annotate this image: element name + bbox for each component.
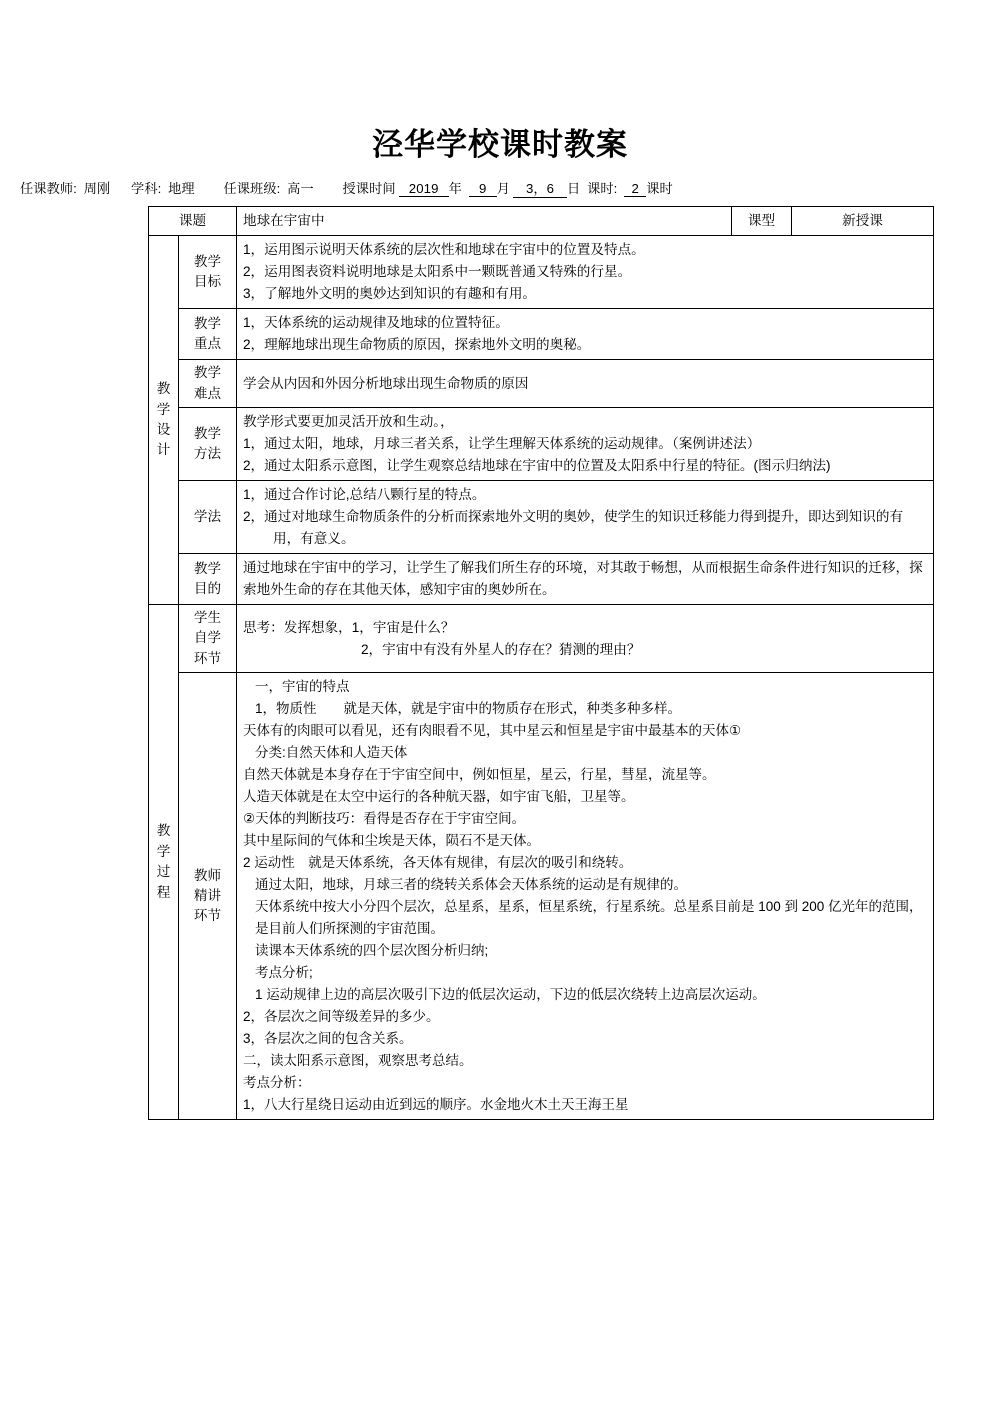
table-row-difficulties	[149, 360, 934, 408]
topic-label: 课题	[149, 207, 237, 236]
table-row-teacher-lecture	[149, 673, 934, 1120]
lecture-line-19: 1，八大行星绕日运动由近到远的顺序。水金地火木土天王海王星	[243, 1097, 629, 1113]
methods-line-2: 2，通过太阳系示意图，让学生观察总结地球在宇宙中的位置及太阳系中行星的特征。(图示归纳法)	[243, 458, 831, 473]
learning-methods-line-1: 1，通过合作讨论,总结八颗行星的特点。	[243, 487, 486, 503]
subject-label: 学科:	[131, 181, 162, 197]
self-study-line-2: 2，宇宙中有没有外星人的存在？猜测的理由？	[361, 641, 641, 657]
methods-line-0: 教学形式要更加灵活开放和生动。，	[243, 413, 454, 429]
key-points-line-1: 1，天体系统的运动规律及地球的位置特征。	[243, 315, 509, 331]
class-value: 高一	[287, 181, 314, 197]
lecture-line-3: 天体有的肉眼可以看见，还有肉眼看不见，其中星云和恒星是宇宙中最基本的天体①	[243, 723, 742, 739]
lecture-line-18: 考点分析：	[243, 1075, 311, 1091]
lecture-line-5: 自然天体就是本身存在于宇宙空间中，例如恒星，星云，行星，彗星，流星等。	[243, 767, 716, 783]
section-label-design: 教 学 设 计	[149, 236, 179, 605]
row-content-purpose	[237, 554, 934, 605]
lecture-line-11: 天体系统中按大小分四个层次，总星系，星系，恒星系统，行星系统。总星系目前是 100 到 200 亿光年的范围，是目前人们所探测的宇宙范围。	[255, 899, 923, 937]
self-study-line-1: 思考：发挥想象，1，宇宙是什么？	[243, 619, 455, 635]
periods-unit: 课时	[646, 181, 673, 197]
periods-label: 课时:	[587, 181, 618, 197]
class-label: 任课班级:	[223, 181, 281, 197]
row-label-key-points: 教学 重点	[179, 309, 237, 360]
row-label-methods: 教学 方法	[179, 407, 237, 480]
lecture-line-1: 一，宇宙的特点	[255, 679, 350, 695]
section-label-process: 教 学 过 程	[149, 605, 179, 1120]
lecture-line-2: 1，物质性 就是天体，就是宇宙中的物质存在形式，种类多种多样。	[255, 701, 682, 717]
lecture-line-4: 分类:自然天体和人造天体	[255, 745, 408, 761]
periods-field[interactable]: 2	[624, 181, 646, 197]
row-label-objectives: 教学 目标	[179, 236, 237, 309]
date-year-field[interactable]: 2019	[399, 181, 449, 197]
row-label-difficulties: 教学 难点	[179, 360, 237, 408]
lecture-line-15: 2，各层次之间等级差异的多少。	[243, 1009, 440, 1025]
table-row-learning-methods	[149, 481, 934, 554]
objectives-line-1: 1，运用图示说明天体系统的层次性和地球在宇宙中的位置及特点。	[243, 242, 645, 258]
lesson-plan-table	[148, 206, 934, 1120]
course-type-value[interactable]: 新授课	[792, 207, 934, 236]
lecture-line-12: 读课本天体系统的四个层次图分析归纳;	[255, 943, 489, 959]
objectives-line-2: 2，运用图表资料说明地球是太阳系中一颗既普通又特殊的行星。	[243, 264, 632, 280]
meta-header-line	[0, 162, 1000, 206]
row-content-self-study	[237, 605, 934, 673]
lecture-line-13: 考点分析;	[255, 965, 313, 981]
page-title: 泾华学校课时教案	[372, 127, 628, 162]
table-row-self-study	[149, 605, 934, 673]
lecture-line-9: 2 运动性 就是天体系统，各天体有规律，有层次的吸引和绕转。	[243, 855, 633, 871]
table-row-methods	[149, 407, 934, 480]
date-day-field[interactable]: 3，6	[513, 178, 567, 198]
purpose-line-1: 通过地球在宇宙中的学习，让学生了解我们所生存的环境，对其敢于畅想，从而根据生命条件进行知识的迁移，探索地外生命的存在其他天体，感知宇宙的奥妙所在。	[243, 560, 923, 598]
lecture-line-6: 人造天体就是在太空中运行的各种航天器，如宇宙飞船，卫星等。	[243, 789, 635, 805]
row-content-learning-methods	[237, 481, 934, 554]
row-label-teacher-lecture: 教师 精讲 环节	[179, 673, 237, 1120]
date-month-field[interactable]: 9	[469, 181, 497, 197]
date-label: 授课时间	[342, 181, 396, 197]
table-row-objectives	[149, 236, 934, 309]
row-label-self-study: 学生 自学 环节	[179, 605, 237, 673]
row-content-methods	[237, 407, 934, 480]
lecture-line-7: ②天体的判断技巧：看得是否存在于宇宙空间。	[243, 811, 526, 827]
key-points-line-2: 2，理解地球出现生命物质的原因，探索地外文明的奥秘。	[243, 337, 591, 353]
difficulties-line-1: 学会从内因和外因分析地球出现生命物质的原因	[243, 375, 529, 391]
methods-line-1: 1，通过太阳，地球，月球三者关系，让学生理解天体系统的运动规律。（案例讲述法）	[243, 435, 761, 451]
row-content-teacher-lecture	[237, 673, 934, 1120]
lecture-line-8: 其中星际间的气体和尘埃是天体，陨石不是天体。	[243, 833, 540, 849]
topic-value[interactable]: 地球在宇宙中	[237, 207, 732, 236]
row-content-difficulties	[237, 360, 934, 408]
table-row-topic	[149, 207, 934, 236]
date-year-unit: 年	[448, 181, 462, 197]
teacher-label: 任课教师:	[20, 181, 77, 197]
learning-methods-line-2: 2，通过对地球生命物质条件的分析而探索地外文明的奥妙，使学生的知识迁移能力得到提升，即达到知识的有用，有意义。	[243, 509, 904, 547]
lecture-line-14: 1 运动规律上边的高层次吸引下边的低层次运动，下边的低层次绕转上边高层次运动。	[255, 987, 766, 1003]
teacher-name: 周刚	[83, 181, 111, 197]
row-content-key-points	[237, 309, 934, 360]
table-row-key-points	[149, 309, 934, 360]
course-type-label: 课型	[732, 207, 792, 236]
date-day-unit: 日	[567, 181, 581, 197]
lecture-line-17: 二，读太阳系示意图，观察思考总结。	[243, 1053, 473, 1069]
table-row-purpose	[149, 554, 934, 605]
row-label-learning-methods: 学法	[179, 481, 237, 554]
subject-value: 地理	[168, 181, 195, 197]
date-month-unit: 月	[496, 181, 511, 197]
row-content-objectives	[237, 236, 934, 309]
objectives-line-3: 3，了解地外文明的奥妙达到知识的有趣和有用。	[243, 286, 537, 302]
lecture-line-10: 通过太阳，地球，月球三者的绕转关系体会天体系统的运动是有规律的。	[255, 877, 687, 893]
lecture-line-16: 3，各层次之间的包含关系。	[243, 1031, 413, 1047]
row-label-purpose: 教学 目的	[179, 554, 237, 605]
